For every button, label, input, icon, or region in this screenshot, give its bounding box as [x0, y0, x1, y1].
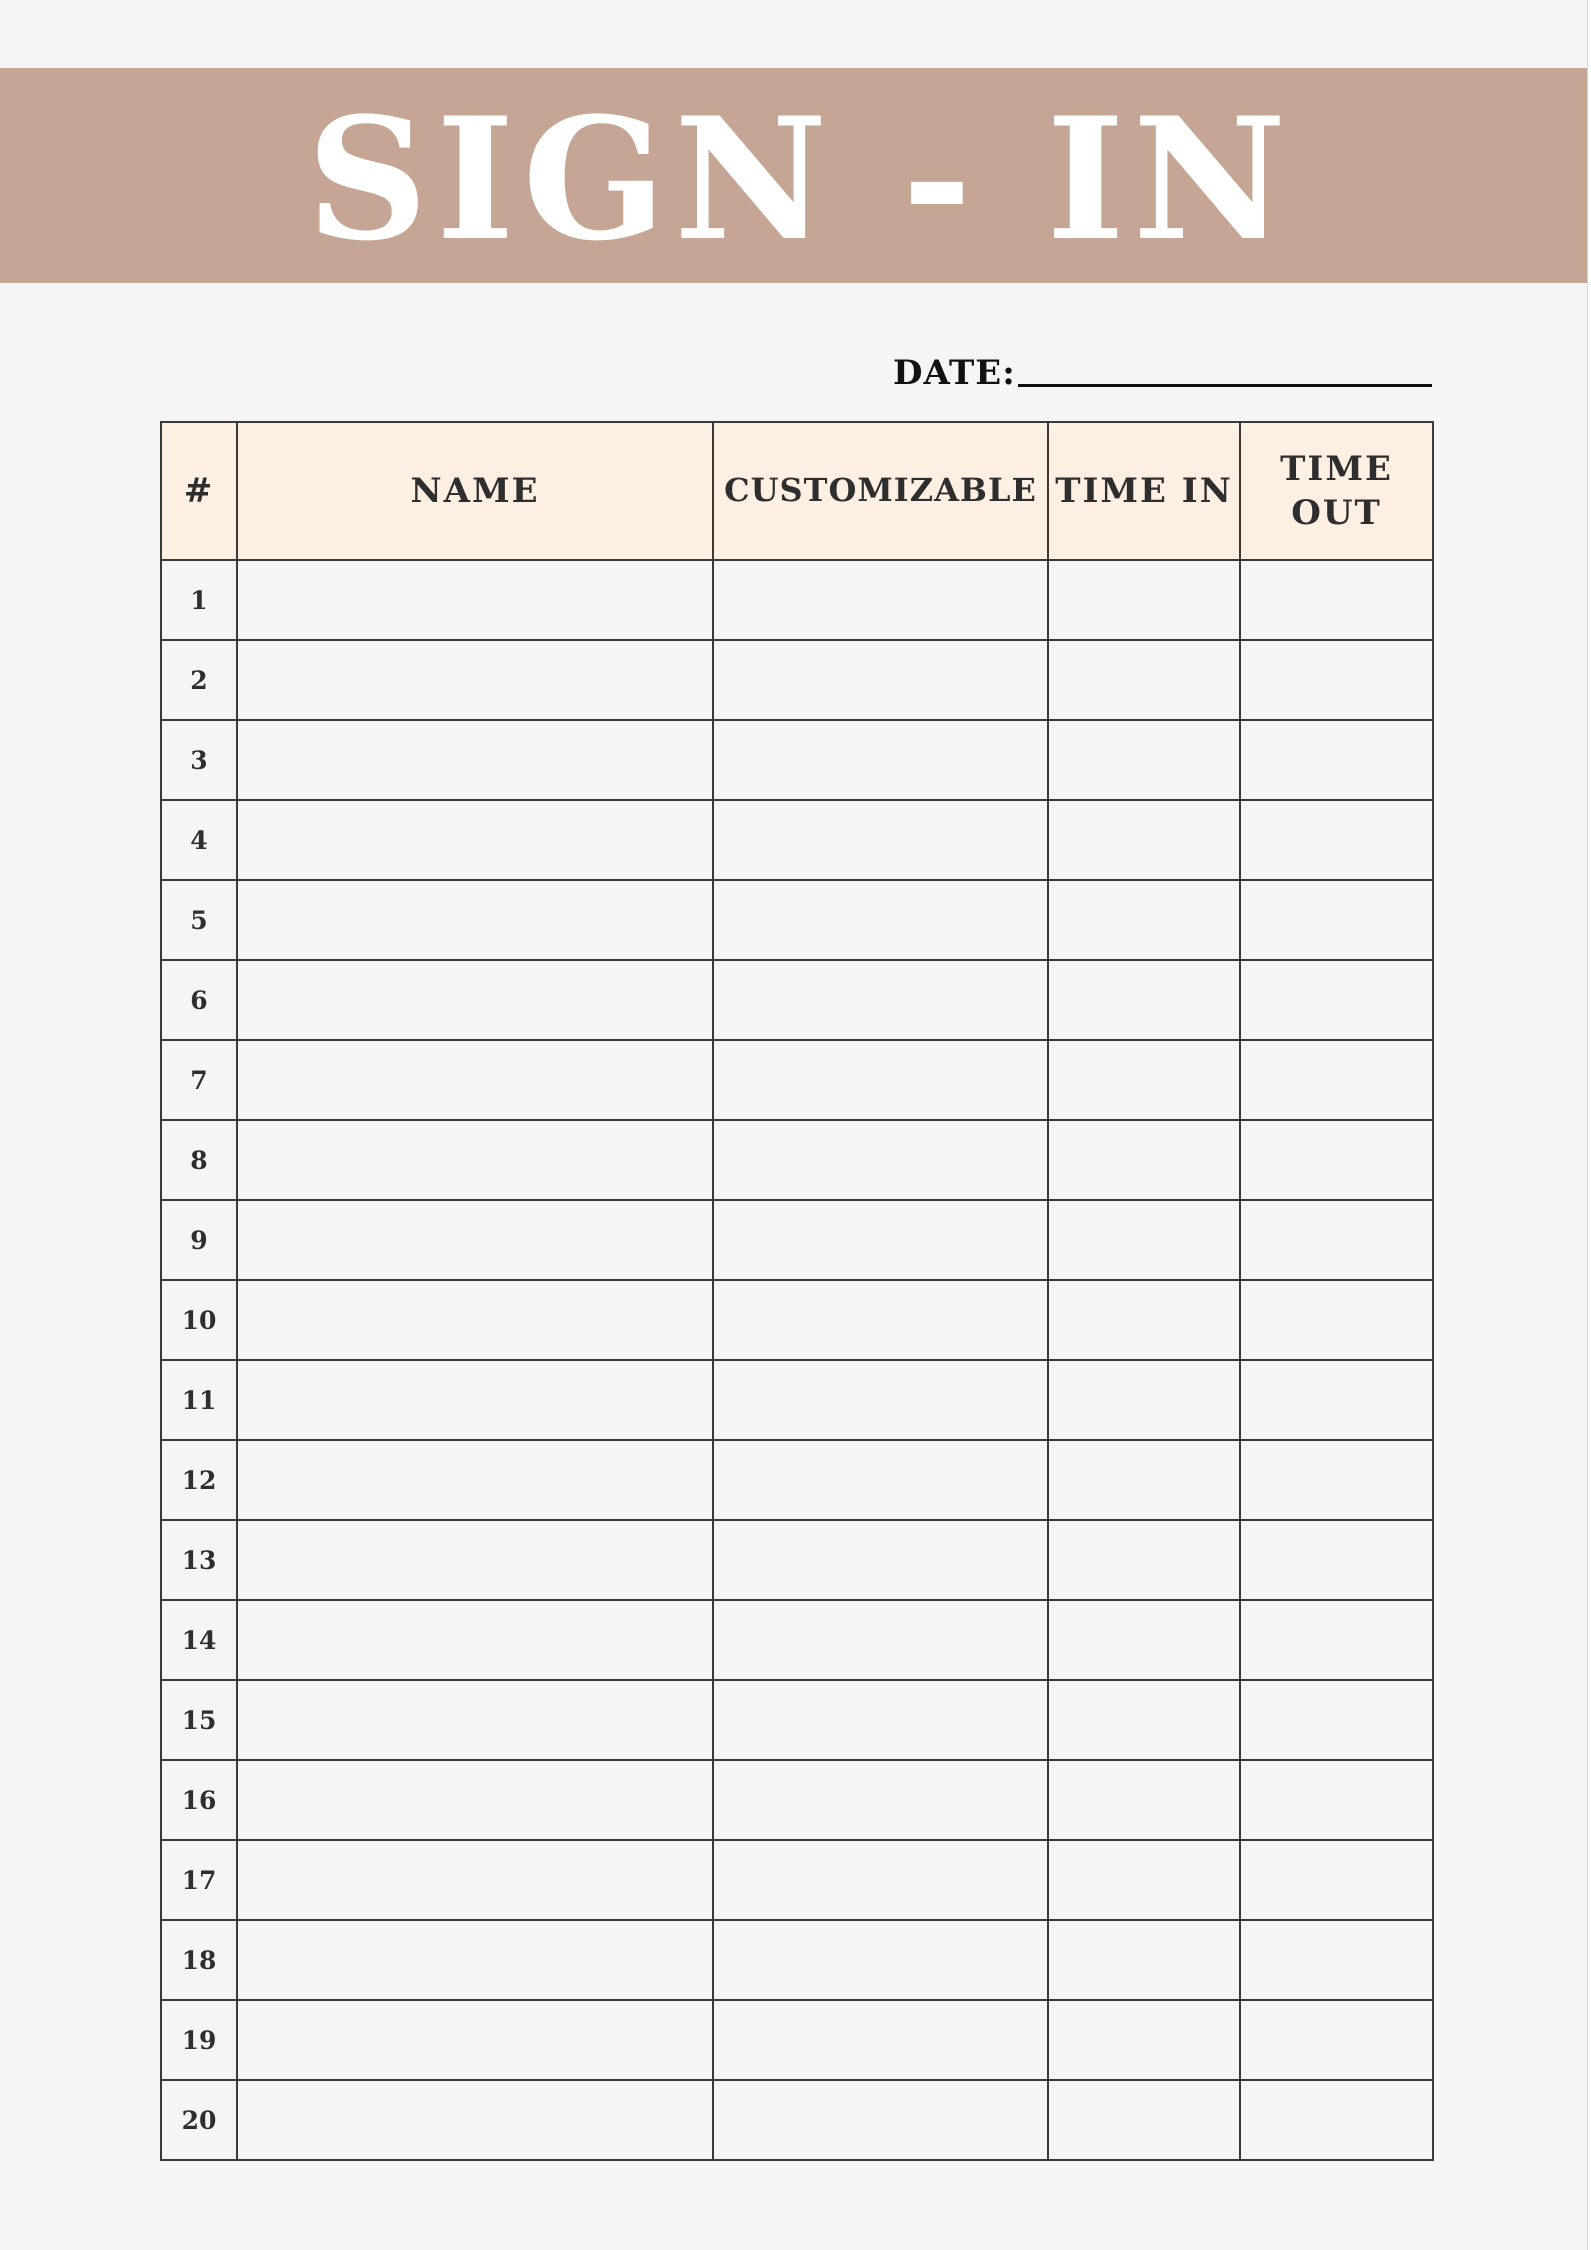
column-header-name: NAME [237, 422, 713, 560]
customizable-cell[interactable] [713, 2000, 1048, 2080]
time-in-cell[interactable] [1048, 2000, 1240, 2080]
name-cell[interactable] [237, 640, 713, 720]
row-number: 7 [161, 1040, 237, 1120]
sign-in-table [160, 421, 1434, 2161]
table-row [161, 2000, 1433, 2080]
name-cell[interactable] [237, 720, 713, 800]
table-row [161, 560, 1433, 640]
table-row [161, 800, 1433, 880]
customizable-cell[interactable] [713, 720, 1048, 800]
page-title: SIGN - IN [306, 79, 1295, 278]
time-in-cell[interactable] [1048, 1920, 1240, 2000]
name-cell[interactable] [237, 560, 713, 640]
row-number: 18 [161, 1920, 237, 2000]
customizable-cell[interactable] [713, 1600, 1048, 1680]
name-cell[interactable] [237, 1920, 713, 2000]
row-number: 17 [161, 1840, 237, 1920]
name-cell[interactable] [237, 2000, 713, 2080]
title-banner [0, 68, 1587, 283]
time-out-cell[interactable] [1240, 1120, 1433, 1200]
table-row [161, 1680, 1433, 1760]
time-in-cell[interactable] [1048, 1840, 1240, 1920]
time-in-cell[interactable] [1048, 1280, 1240, 1360]
row-number: 3 [161, 720, 237, 800]
table-header-row [161, 422, 1433, 560]
time-out-cell[interactable] [1240, 1200, 1433, 1280]
name-cell[interactable] [237, 1120, 713, 1200]
time-in-cell[interactable] [1048, 1200, 1240, 1280]
customizable-cell[interactable] [713, 560, 1048, 640]
time-in-cell[interactable] [1048, 1520, 1240, 1600]
name-cell[interactable] [237, 1280, 713, 1360]
customizable-cell[interactable] [713, 1840, 1048, 1920]
name-cell[interactable] [237, 960, 713, 1040]
time-in-cell[interactable] [1048, 880, 1240, 960]
customizable-cell[interactable] [713, 1200, 1048, 1280]
time-in-cell[interactable] [1048, 800, 1240, 880]
table-body [161, 560, 1433, 2160]
name-cell[interactable] [237, 880, 713, 960]
row-number: 8 [161, 1120, 237, 1200]
customizable-cell[interactable] [713, 1360, 1048, 1440]
name-cell[interactable] [237, 1520, 713, 1600]
customizable-cell[interactable] [713, 2080, 1048, 2160]
name-cell[interactable] [237, 1680, 713, 1760]
time-out-cell[interactable] [1240, 1280, 1433, 1360]
time-out-cell[interactable] [1240, 800, 1433, 880]
row-number: 20 [161, 2080, 237, 2160]
time-out-cell[interactable] [1240, 1760, 1433, 1840]
customizable-cell[interactable] [713, 880, 1048, 960]
table-row [161, 880, 1433, 960]
customizable-cell[interactable] [713, 1120, 1048, 1200]
table-row [161, 640, 1433, 720]
customizable-cell[interactable] [713, 1040, 1048, 1120]
time-out-cell[interactable] [1240, 1680, 1433, 1760]
time-in-cell[interactable] [1048, 1680, 1240, 1760]
column-header-time-out: TIME OUT [1240, 422, 1433, 560]
customizable-cell[interactable] [713, 1920, 1048, 2000]
table-row [161, 1120, 1433, 1200]
row-number: 6 [161, 960, 237, 1040]
page-edge [1587, 0, 1591, 2250]
customizable-cell[interactable] [713, 800, 1048, 880]
table-row [161, 1200, 1433, 1280]
table-row [161, 720, 1433, 800]
date-label: DATE: [893, 353, 1016, 393]
time-in-cell[interactable] [1048, 1360, 1240, 1440]
table-row [161, 1600, 1433, 1680]
row-number: 19 [161, 2000, 237, 2080]
table-row [161, 1520, 1433, 1600]
date-field [893, 343, 1432, 393]
time-out-cell[interactable] [1240, 1840, 1433, 1920]
name-cell[interactable] [237, 1840, 713, 1920]
row-number: 4 [161, 800, 237, 880]
name-cell[interactable] [237, 1200, 713, 1280]
customizable-cell[interactable] [713, 640, 1048, 720]
name-cell[interactable] [237, 2080, 713, 2160]
name-cell[interactable] [237, 1360, 713, 1440]
table-row [161, 1360, 1433, 1440]
customizable-cell[interactable] [713, 960, 1048, 1040]
time-in-cell[interactable] [1048, 1600, 1240, 1680]
row-number: 1 [161, 560, 237, 640]
time-out-cell[interactable] [1240, 640, 1433, 720]
name-cell[interactable] [237, 1600, 713, 1680]
time-out-cell[interactable] [1240, 2000, 1433, 2080]
time-out-cell[interactable] [1240, 560, 1433, 640]
row-number: 2 [161, 640, 237, 720]
row-number: 15 [161, 1680, 237, 1760]
table-row [161, 1040, 1433, 1120]
time-out-cell[interactable] [1240, 1520, 1433, 1600]
table-row [161, 1440, 1433, 1520]
time-out-cell[interactable] [1240, 880, 1433, 960]
row-number: 13 [161, 1520, 237, 1600]
date-blank-line[interactable] [1018, 383, 1432, 387]
table-row [161, 1840, 1433, 1920]
row-number: 9 [161, 1200, 237, 1280]
customizable-cell[interactable] [713, 1680, 1048, 1760]
customizable-cell[interactable] [713, 1520, 1048, 1600]
time-in-cell[interactable] [1048, 2080, 1240, 2160]
column-header-number: # [161, 422, 237, 560]
table-row [161, 1760, 1433, 1840]
name-cell[interactable] [237, 800, 713, 880]
table-row [161, 1920, 1433, 2000]
table-row [161, 2080, 1433, 2160]
row-number: 14 [161, 1600, 237, 1680]
column-header-customizable: CUSTOMIZABLE [713, 422, 1048, 560]
time-out-cell[interactable] [1240, 960, 1433, 1040]
time-in-cell[interactable] [1048, 560, 1240, 640]
time-out-cell[interactable] [1240, 1920, 1433, 2000]
time-out-cell[interactable] [1240, 1040, 1433, 1120]
customizable-cell[interactable] [713, 1280, 1048, 1360]
row-number: 12 [161, 1440, 237, 1520]
time-out-cell[interactable] [1240, 2080, 1433, 2160]
table-row [161, 1280, 1433, 1360]
column-header-time-in: TIME IN [1048, 422, 1240, 560]
time-out-cell[interactable] [1240, 1360, 1433, 1440]
time-in-cell[interactable] [1048, 720, 1240, 800]
time-in-cell[interactable] [1048, 960, 1240, 1040]
customizable-cell[interactable] [713, 1760, 1048, 1840]
customizable-cell[interactable] [713, 1440, 1048, 1520]
time-out-cell[interactable] [1240, 720, 1433, 800]
time-in-cell[interactable] [1048, 1120, 1240, 1200]
time-out-cell[interactable] [1240, 1600, 1433, 1680]
time-in-cell[interactable] [1048, 640, 1240, 720]
time-in-cell[interactable] [1048, 1440, 1240, 1520]
name-cell[interactable] [237, 1440, 713, 1520]
table-row [161, 960, 1433, 1040]
name-cell[interactable] [237, 1040, 713, 1120]
row-number: 11 [161, 1360, 237, 1440]
time-in-cell[interactable] [1048, 1040, 1240, 1120]
time-out-cell[interactable] [1240, 1440, 1433, 1520]
name-cell[interactable] [237, 1760, 713, 1840]
row-number: 5 [161, 880, 237, 960]
row-number: 16 [161, 1760, 237, 1840]
time-in-cell[interactable] [1048, 1760, 1240, 1840]
row-number: 10 [161, 1280, 237, 1360]
